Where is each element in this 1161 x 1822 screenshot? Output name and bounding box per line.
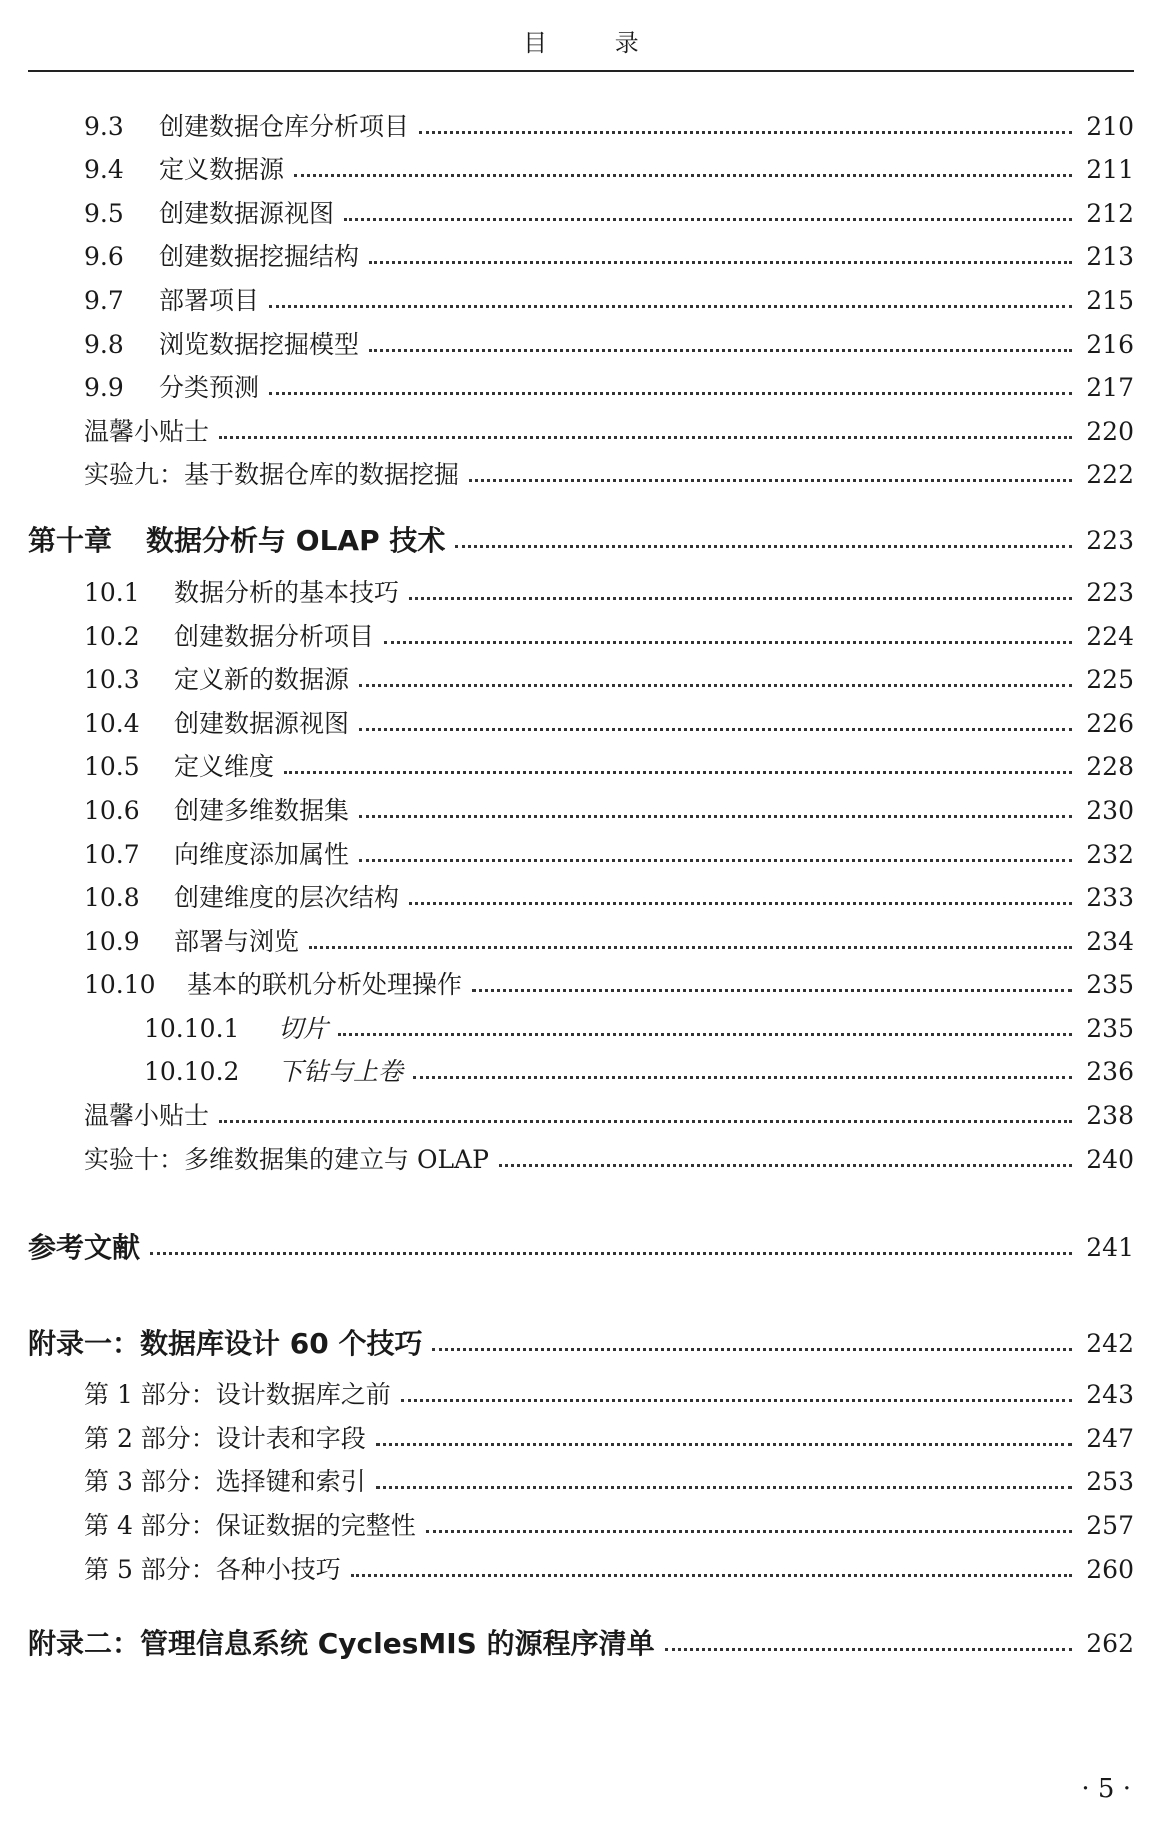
dot-leader [499, 1164, 1072, 1167]
toc-entry-row[interactable] [28, 98, 1134, 142]
entry-title: 第 5 部分：各种小技巧 [84, 1554, 341, 1584]
entry-number: 10.5 [84, 752, 140, 782]
dot-leader [219, 1120, 1072, 1123]
spacer [28, 556, 1134, 564]
dot-leader [359, 815, 1072, 818]
dot-leader [359, 859, 1072, 862]
toc-entry-row[interactable] [28, 652, 1134, 696]
entry-title: 第 2 部分：设计表和字段 [84, 1423, 366, 1453]
entry-page-number: 236 [1086, 1057, 1134, 1087]
dot-leader [284, 771, 1072, 774]
toc-entry-row[interactable] [28, 826, 1134, 870]
toc-entry-row[interactable] [28, 913, 1134, 957]
entry-page-number: 215 [1086, 285, 1134, 315]
toc-chapter-row[interactable] [28, 500, 1134, 556]
entry-page-number: 225 [1086, 665, 1134, 695]
toc-entry-row[interactable] [28, 229, 1134, 273]
entry-page-number: 216 [1086, 329, 1134, 359]
entry-number: 10.7 [84, 839, 140, 869]
entry-page-number: 235 [1086, 1013, 1134, 1043]
dot-leader [294, 174, 1072, 177]
page-header [28, 26, 1134, 72]
dot-leader [455, 545, 1072, 548]
toc-entry-row[interactable] [28, 1367, 1134, 1411]
entry-title: 切片 [278, 1013, 329, 1043]
entry-title: 创建数据源视图 [159, 198, 335, 228]
entry-title: 分类预测 [159, 373, 260, 403]
entry-title: 下钻与上卷 [278, 1057, 404, 1087]
entry-title: 向维度添加属性 [174, 839, 350, 869]
toc-entry-row[interactable] [28, 403, 1134, 447]
entry-page-number: 262 [1086, 1628, 1134, 1658]
entry-title: 创建多维数据集 [174, 795, 350, 825]
toc-chapter-row[interactable] [28, 1303, 1134, 1359]
toc-entry-row[interactable] [28, 782, 1134, 826]
dot-leader [469, 479, 1072, 482]
toc-entry-row[interactable] [28, 608, 1134, 652]
dot-leader [219, 436, 1072, 439]
entry-page-number: 253 [1086, 1467, 1134, 1497]
dot-leader [401, 1399, 1072, 1402]
entry-page-number: 211 [1086, 155, 1134, 185]
entry-number: 9.5 [84, 198, 124, 228]
entry-number: 第十章 [28, 524, 113, 558]
dot-leader [426, 1530, 1072, 1533]
entry-title: 第 3 部分：选择键和索引 [84, 1467, 366, 1497]
entry-page-number: 257 [1086, 1511, 1134, 1541]
toc-entry-row[interactable] [28, 1044, 1134, 1088]
entry-page-number: 238 [1086, 1101, 1134, 1131]
dot-leader [369, 349, 1072, 352]
toc-entry-row[interactable] [28, 316, 1134, 360]
entry-page-number: 220 [1086, 416, 1134, 446]
entry-page-number: 247 [1086, 1423, 1134, 1453]
toc-chapter-row[interactable] [28, 1207, 1134, 1263]
entry-page-number: 240 [1086, 1144, 1134, 1174]
toc-entry-row[interactable] [28, 1497, 1134, 1541]
entry-number: 9.4 [84, 155, 124, 185]
toc-entry-row[interactable] [28, 1000, 1134, 1044]
dot-leader [432, 1348, 1072, 1351]
dot-leader [309, 946, 1072, 949]
entry-title: 附录二：管理信息系统 CyclesMIS 的源程序清单 [28, 1626, 655, 1660]
toc-entry-row[interactable] [28, 1541, 1134, 1585]
table-of-contents [28, 98, 1134, 1659]
entry-title: 附录一：数据库设计 60 个技巧 [28, 1326, 423, 1360]
entry-title: 部署项目 [159, 285, 260, 315]
entry-page-number: 260 [1086, 1554, 1134, 1584]
dot-leader [338, 1033, 1072, 1036]
entry-page-number: 223 [1086, 577, 1134, 607]
entry-title: 温馨小贴士 [84, 1101, 210, 1131]
entry-title: 数据分析的基本技巧 [174, 577, 400, 607]
entry-number: 9.6 [84, 242, 124, 272]
entry-number: 10.8 [84, 883, 140, 913]
entry-page-number: 232 [1086, 839, 1134, 869]
entry-title: 创建数据源视图 [174, 708, 350, 738]
toc-entry-row[interactable] [28, 695, 1134, 739]
spacer [28, 1359, 1134, 1367]
entry-page-number: 228 [1086, 752, 1134, 782]
entry-page-number: 217 [1086, 373, 1134, 403]
entry-title: 实验九：基于数据仓库的数据挖掘 [84, 460, 460, 490]
dot-leader [359, 684, 1072, 687]
dot-leader [376, 1443, 1072, 1446]
entry-number: 10.10 [84, 970, 156, 1000]
entry-page-number: 233 [1086, 883, 1134, 913]
entry-title: 创建维度的层次结构 [174, 883, 400, 913]
toc-entry-row[interactable] [28, 957, 1134, 1001]
entry-title: 定义新的数据源 [174, 665, 350, 695]
entry-page-number: 235 [1086, 970, 1134, 1000]
entry-title: 第 4 部分：保证数据的完整性 [84, 1511, 416, 1541]
entry-number: 9.8 [84, 329, 124, 359]
entry-number: 10.2 [84, 621, 140, 651]
dot-leader [413, 1076, 1072, 1079]
dot-leader [150, 1252, 1072, 1255]
entry-title: 第 1 部分：设计数据库之前 [84, 1380, 391, 1410]
entry-page-number: 241 [1086, 1232, 1134, 1262]
entry-page-number: 234 [1086, 926, 1134, 956]
entry-title: 定义维度 [174, 752, 275, 782]
entry-title: 创建数据仓库分析项目 [159, 111, 410, 141]
entry-page-number: 243 [1086, 1380, 1134, 1410]
entry-title: 温馨小贴士 [84, 416, 210, 446]
spacer [28, 1175, 1134, 1197]
toc-chapter-row[interactable] [28, 1603, 1134, 1659]
entry-page-number: 223 [1086, 526, 1134, 556]
dot-leader [344, 218, 1072, 221]
toc-entry-row[interactable] [28, 447, 1134, 491]
toc-entry-row[interactable] [28, 1454, 1134, 1498]
entry-number: 9.9 [84, 373, 124, 403]
toc-entry-row[interactable] [28, 870, 1134, 914]
toc-entry-row[interactable] [28, 185, 1134, 229]
entry-page-number: 213 [1086, 242, 1134, 272]
toc-entry-row[interactable] [28, 272, 1134, 316]
entry-title: 定义数据源 [159, 155, 285, 185]
entry-number: 10.6 [84, 795, 140, 825]
entry-number: 10.1 [84, 577, 140, 607]
entry-number: 10.3 [84, 665, 140, 695]
header-title: 目 录 [523, 29, 669, 57]
dot-leader [419, 131, 1072, 134]
entry-number: 10.10.1 [144, 1013, 240, 1043]
dot-leader [269, 392, 1072, 395]
entry-title: 浏览数据挖掘模型 [159, 329, 360, 359]
dot-leader [359, 728, 1072, 731]
entry-page-number: 212 [1086, 198, 1134, 228]
toc-entry-row[interactable] [28, 1131, 1134, 1175]
entry-number: 10.10.2 [144, 1057, 240, 1087]
dot-leader [351, 1574, 1072, 1577]
entry-title: 创建数据分析项目 [174, 621, 375, 651]
dot-leader [384, 641, 1072, 644]
toc-entry-row[interactable] [28, 1410, 1134, 1454]
spacer [28, 1585, 1134, 1593]
page-number: · 5 · [1081, 1774, 1131, 1804]
entry-title: 数据分析与 OLAP 技术 [146, 524, 446, 558]
entry-number: 10.9 [84, 926, 140, 956]
entry-page-number: 230 [1086, 795, 1134, 825]
dot-leader [472, 989, 1072, 992]
entry-number: 9.3 [84, 111, 124, 141]
toc-entry-row[interactable] [28, 142, 1134, 186]
entry-title: 创建数据挖掘结构 [159, 242, 360, 272]
dot-leader [376, 1486, 1072, 1489]
entry-page-number: 222 [1086, 460, 1134, 490]
entry-title: 参考文献 [28, 1230, 141, 1264]
entry-title: 实验十：多维数据集的建立与 OLAP [84, 1144, 489, 1174]
toc-entry-row[interactable] [28, 564, 1134, 608]
dot-leader [409, 597, 1072, 600]
entry-title: 基本的联机分析处理操作 [187, 970, 463, 1000]
entry-page-number: 226 [1086, 708, 1134, 738]
entry-number: 9.7 [84, 285, 124, 315]
entry-page-number: 242 [1086, 1328, 1134, 1358]
entry-page-number: 210 [1086, 111, 1134, 141]
entry-number: 10.4 [84, 708, 140, 738]
entry-title: 部署与浏览 [174, 926, 300, 956]
spacer [28, 1263, 1134, 1293]
dot-leader [665, 1648, 1073, 1651]
dot-leader [409, 902, 1072, 905]
toc-entry-row[interactable] [28, 360, 1134, 404]
toc-entry-row[interactable] [28, 739, 1134, 783]
dot-leader [269, 305, 1072, 308]
dot-leader [369, 261, 1072, 264]
entry-page-number: 224 [1086, 621, 1134, 651]
toc-entry-row[interactable] [28, 1087, 1134, 1131]
